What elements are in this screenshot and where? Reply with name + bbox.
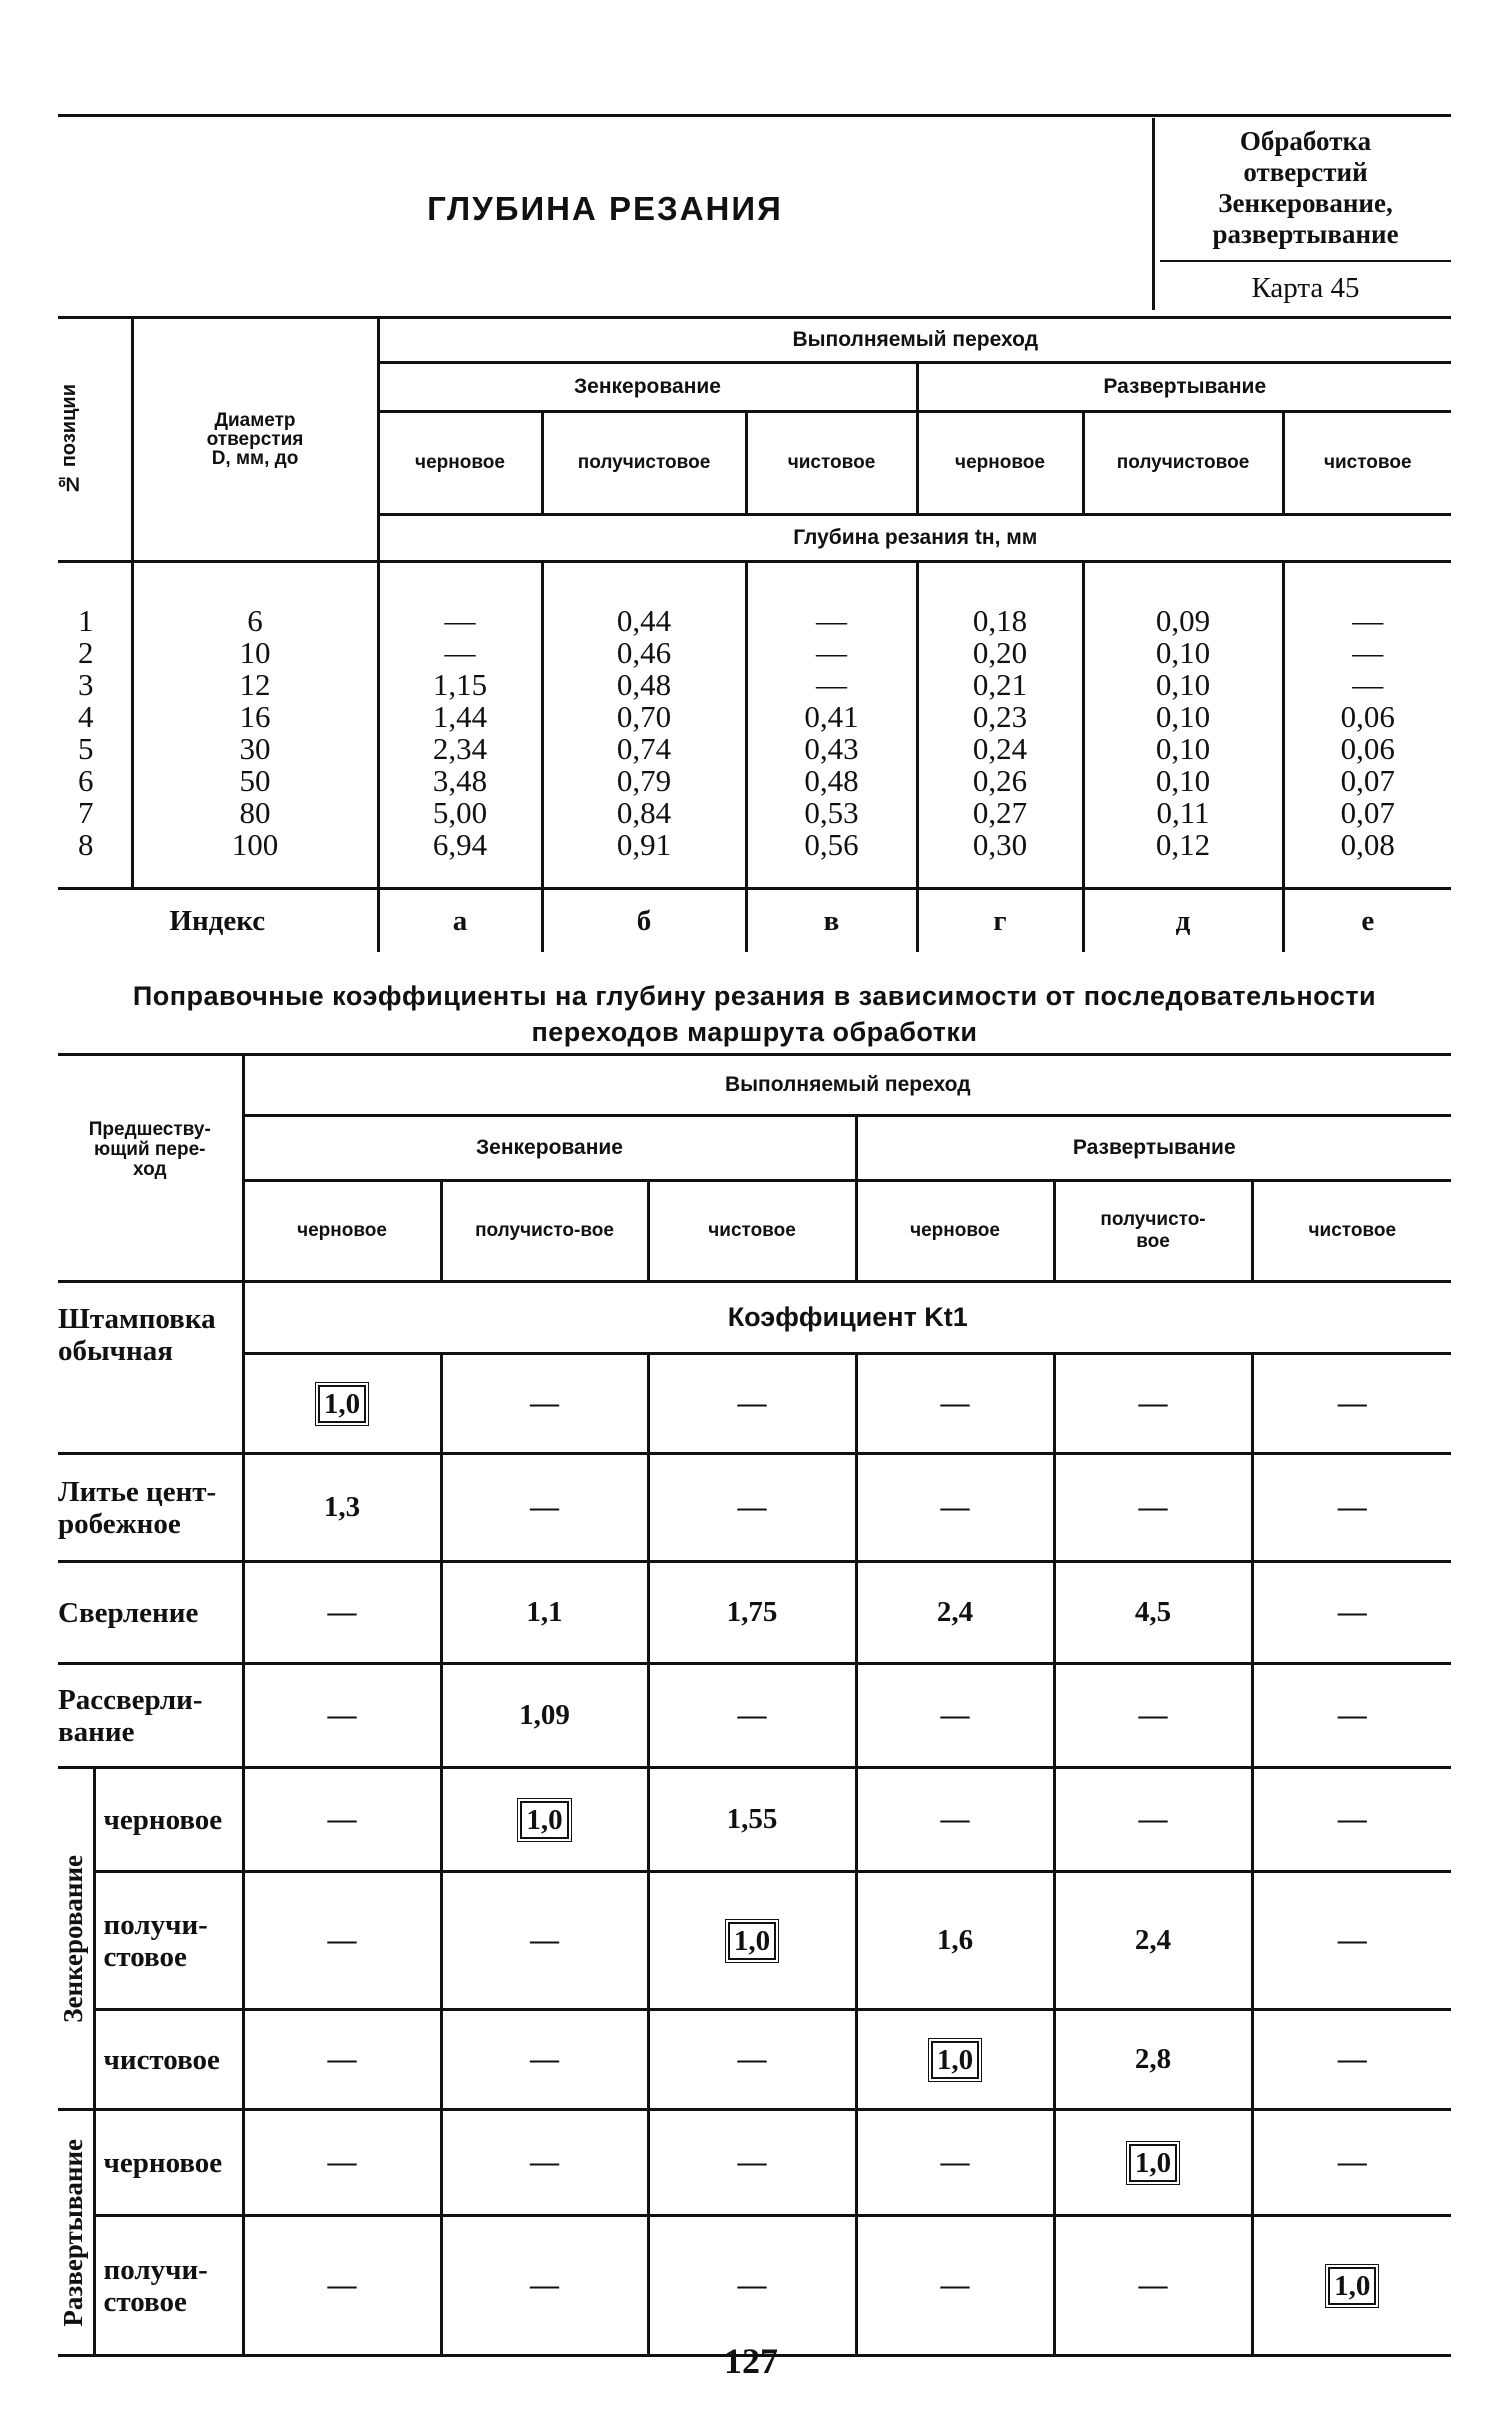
prev-header-line: ющий пере-: [94, 1139, 206, 1160]
group-label-text: Развертывание: [58, 2138, 88, 2327]
coef-value-text: 2,4: [936, 1596, 974, 1628]
depth-value: 0,79: [616, 763, 672, 798]
depth-value: 0,07: [1340, 795, 1395, 830]
prev-header-line: Предшеству-: [88, 1119, 211, 1140]
row-label-line: обычная: [58, 1335, 173, 1367]
diameter-header-line: Диаметр: [214, 410, 296, 431]
correction-row: [58, 1664, 1451, 1768]
coef-value-text: —: [530, 1924, 560, 1956]
row-label-line: Штамповка: [58, 1303, 216, 1335]
coef-value: [1054, 2216, 1252, 2356]
index-value: в: [746, 889, 917, 953]
row-label-line: получи-: [103, 1908, 208, 1941]
depth-value: 0,08: [1340, 827, 1395, 862]
index-value: д: [1083, 889, 1283, 953]
value-column: [542, 562, 746, 889]
value-column: [378, 562, 542, 889]
position-header-text: № позиции: [58, 384, 80, 495]
coef-value: [243, 1768, 441, 1872]
position-column: [58, 562, 132, 889]
coef-value: [648, 2216, 856, 2356]
coef-value-text: 4,5: [1134, 1596, 1172, 1628]
depth-value: 0,48: [616, 667, 672, 702]
coef-value: [1252, 1768, 1451, 1872]
coef-value-text: 1,55: [726, 1803, 778, 1835]
depth-value: 0,43: [804, 731, 859, 766]
coef-value-text: —: [1337, 1803, 1367, 1835]
coef-value-text: 1,3: [323, 1491, 361, 1523]
depth-value: 0,09: [1155, 603, 1211, 638]
coef-value-text: 2,8: [1134, 2043, 1172, 2075]
subcol-header: чистовое: [1283, 412, 1451, 515]
header-section-rule: [1160, 260, 1451, 262]
coef-value-text: 1,6: [936, 1924, 974, 1956]
coef-value: [648, 1664, 856, 1768]
value-column: [1083, 562, 1283, 889]
row-label-line: получи-: [103, 2253, 208, 2286]
subcol-header: черновое: [856, 1180, 1054, 1282]
coef-value: [1252, 1454, 1451, 1562]
prev-header-line: ход: [133, 1159, 167, 1180]
row-label-line: стовое: [103, 1940, 187, 1973]
row-label-line: стовое: [103, 2285, 187, 2318]
depth-value: 0,27: [972, 795, 1028, 830]
diameter-value: 10: [239, 635, 271, 670]
correction-row: [58, 2010, 1451, 2110]
diameter-value: 30: [239, 731, 271, 766]
subcol-header: получисто-вое: [1054, 1180, 1252, 1282]
depth-value: 0,74: [616, 731, 672, 766]
depth-value: 0,70: [616, 699, 672, 734]
correction-table: [58, 1053, 1451, 2357]
coef-value: [648, 1354, 856, 1454]
coef-value: [648, 1768, 856, 1872]
coef-value-text: —: [737, 2043, 767, 2075]
row-label-line: робежное: [58, 1507, 181, 1540]
subcol-header: получисто-вое: [441, 1180, 648, 1282]
coef-value: [1252, 2216, 1451, 2356]
coef-value: [856, 2110, 1054, 2216]
coef-value-text: —: [1337, 1596, 1367, 1628]
coef-value-text: —: [940, 1803, 970, 1835]
header-section-line: Обработка: [1239, 126, 1372, 156]
depth-value: 0,91: [616, 827, 672, 862]
index-value: б: [542, 889, 746, 953]
position-value: 6: [78, 763, 94, 798]
position-header: [58, 318, 132, 562]
row-label-line: чистовое: [103, 2043, 220, 2076]
row-label: [58, 1454, 243, 1562]
depth-value: 0,24: [972, 731, 1028, 766]
coef-value-text: —: [530, 2146, 560, 2178]
boxed-coef-value: 1,0: [1129, 2144, 1177, 2182]
depth-value: 0,10: [1155, 635, 1211, 670]
value-column: [1283, 562, 1451, 889]
coef-value: [1252, 1872, 1451, 2010]
diameter-value: 16: [239, 699, 271, 734]
coef-value: [856, 1768, 1054, 1872]
depth-value: —: [444, 635, 476, 670]
depth-value: 0,10: [1155, 699, 1211, 734]
header-section-line: Зенкерование,: [1218, 188, 1393, 218]
subcol-header: получистовое: [1083, 412, 1283, 515]
header-section: [1160, 126, 1451, 250]
coef-value-text: —: [1138, 1491, 1168, 1523]
depth-value: 0,26: [972, 763, 1028, 798]
coef-value: [441, 1768, 648, 1872]
coef-value: [441, 1562, 648, 1664]
position-value: 8: [78, 827, 94, 862]
coef-value: [441, 1872, 648, 2010]
zenk-group-header: Зенкерование: [243, 1116, 856, 1180]
diameter-header-line: D, мм, до: [211, 448, 299, 469]
depth-value: 0,06: [1340, 699, 1395, 734]
coef-value: [243, 1354, 441, 1454]
row-label-line: Рассверли-: [58, 1683, 203, 1716]
subcol-header: черновое: [243, 1180, 441, 1282]
coef-value: [441, 2216, 648, 2356]
header-top-rule: [58, 114, 1451, 117]
correction-row: [58, 1562, 1451, 1664]
group-label-text: Зенкерование: [58, 1854, 88, 2023]
depth-value: 0,23: [972, 699, 1028, 734]
boxed-coef-value: 1,0: [520, 1801, 568, 1839]
coef-value-text: —: [1337, 2146, 1367, 2178]
depth-value: 0,06: [1340, 731, 1395, 766]
coef-value-text: —: [940, 2269, 970, 2301]
razv-group-header: Развертывание: [856, 1116, 1451, 1180]
coef-value-text: —: [1138, 1803, 1168, 1835]
correction-row: [58, 2216, 1451, 2356]
depth-units-header: Глубина резания tн, мм: [378, 515, 1451, 562]
coef-value-text: —: [327, 1596, 357, 1628]
row-label: [94, 1768, 243, 1872]
subcol-header: чистовое: [1252, 1180, 1451, 1282]
diameter-header-line: отверстия: [206, 429, 304, 450]
coef-value-text: —: [737, 2146, 767, 2178]
coef-value-text: —: [940, 2146, 970, 2178]
coef-value-text: 1,75: [726, 1596, 778, 1628]
depth-value: 6,94: [432, 827, 488, 862]
prev-header: [58, 1055, 243, 1181]
coef-value: [1054, 2010, 1252, 2110]
depth-value: 5,00: [432, 795, 488, 830]
coef-value-text: 1,1: [526, 1596, 563, 1628]
row-label: [94, 2216, 243, 2356]
index-value: е: [1283, 889, 1451, 953]
coef-value: [1054, 1454, 1252, 1562]
index-value: а: [378, 889, 542, 953]
coef-value: [243, 1454, 441, 1562]
row-label-line: черновое: [103, 1803, 223, 1836]
depth-value: 0,41: [804, 699, 859, 734]
coef-value: [1252, 2110, 1451, 2216]
coef-value: [856, 2216, 1054, 2356]
coef-value: [441, 1454, 648, 1562]
depth-value: —: [816, 603, 847, 638]
header-section-line: развертывание: [1212, 219, 1399, 249]
correction-title-line: Поправочные коэффициенты на глубину резания в зависимости от последовательности: [132, 981, 1377, 1011]
depth-value: 2,34: [432, 731, 488, 766]
card-number: Карта 45: [1251, 272, 1360, 304]
page-number: 127: [724, 2341, 778, 2381]
index-label: Индекс: [169, 904, 266, 937]
coef-value: [648, 1562, 856, 1664]
subcol-header: чистовое: [648, 1180, 856, 1282]
coef-value: [1252, 1562, 1451, 1664]
subcol-header: получистовое: [542, 412, 746, 515]
coef-value-text: —: [737, 2269, 767, 2301]
subcol-header: черновое: [917, 412, 1083, 515]
coef-value-text: —: [327, 2269, 357, 2301]
subcol-header: чистовое: [746, 412, 917, 515]
value-column: [746, 562, 917, 889]
depth-value: —: [1352, 603, 1384, 638]
position-value: 1: [78, 603, 94, 638]
depth-value: 0,48: [804, 763, 859, 798]
coef-value: [441, 2110, 648, 2216]
coef-value: [243, 2110, 441, 2216]
coef-value: [441, 2010, 648, 2110]
depth-table: [58, 316, 1451, 952]
coef-value-text: —: [940, 1491, 970, 1523]
diameter-value: 6: [247, 603, 263, 638]
coef-value-text: —: [737, 1699, 767, 1731]
coef-value-text: —: [1138, 1387, 1168, 1419]
diameter-header: [132, 318, 378, 562]
coef-value: [1252, 2010, 1451, 2110]
depth-value: 0,10: [1155, 667, 1211, 702]
diameter-value: 80: [239, 795, 271, 830]
coef-value-text: —: [530, 2043, 560, 2075]
position-value: 7: [78, 795, 94, 830]
row-label: [94, 2010, 243, 2110]
diameter-value: 12: [239, 667, 271, 702]
correction-title: [58, 978, 1451, 1050]
razv-group-label: [58, 2110, 94, 2356]
depth-data-block: [58, 562, 1451, 889]
position-value: 3: [78, 667, 94, 702]
coef-value-text: —: [327, 1699, 357, 1731]
coef-value: [1054, 1354, 1252, 1454]
coef-value-text: —: [737, 1491, 767, 1523]
zenk-group-label: [58, 1768, 94, 2110]
header-divider: [1152, 118, 1155, 310]
depth-value: 0,44: [616, 603, 672, 638]
page-title: ГЛУБИНА РЕЗАНИЯ: [427, 190, 783, 227]
row-label: [94, 1872, 243, 2010]
razv-group-header: Развертывание: [917, 363, 1451, 412]
boxed-coef-value: 1,0: [1328, 2267, 1376, 2305]
coef-value: [648, 2010, 856, 2110]
coef-value: [1054, 2110, 1252, 2216]
depth-value: 0,11: [1156, 795, 1210, 830]
coef-value-text: —: [1337, 1924, 1367, 1956]
coef-value: [441, 1664, 648, 1768]
depth-value: 0,10: [1155, 731, 1211, 766]
correction-row: [58, 1454, 1451, 1562]
correction-row: [58, 1768, 1451, 1872]
correction-row: [58, 1354, 1451, 1454]
depth-value: 0,84: [616, 795, 672, 830]
coef-value: [1252, 1664, 1451, 1768]
depth-value: 0,12: [1155, 827, 1211, 862]
correction-row: [58, 2110, 1451, 2216]
depth-value: 0,30: [972, 827, 1028, 862]
coef-value: [441, 1354, 648, 1454]
coef-value: [1054, 1664, 1252, 1768]
depth-value: 0,07: [1340, 763, 1395, 798]
depth-value: —: [1352, 667, 1384, 702]
coef-value-text: —: [327, 2146, 357, 2178]
prev-header-spacer: [58, 1180, 243, 1282]
depth-value: 3,48: [432, 763, 488, 798]
coef-value: [1054, 1562, 1252, 1664]
boxed-coef-value: 1,0: [318, 1385, 366, 1423]
subcol-header: черновое: [378, 412, 542, 515]
correction-row: [58, 1872, 1451, 2010]
coef-value: [243, 1664, 441, 1768]
coef-value: [648, 1454, 856, 1562]
coef-value: [1252, 1354, 1451, 1454]
depth-value: 0,56: [804, 827, 859, 862]
coef-value-text: —: [530, 1491, 560, 1523]
coef-value-text: 2,4: [1134, 1924, 1172, 1956]
depth-value: 0,10: [1155, 763, 1211, 798]
depth-value: 1,15: [432, 667, 488, 702]
operation-group-header: Выполняемый переход: [378, 318, 1451, 363]
row-label: [58, 1282, 243, 1454]
coef-value: [243, 1562, 441, 1664]
coef-value: [243, 2216, 441, 2356]
depth-value: —: [816, 667, 847, 702]
coef-value-text: —: [1138, 1699, 1168, 1731]
coef-value: [856, 1454, 1054, 1562]
row-label-line: Сверление: [58, 1596, 199, 1629]
position-value: 5: [78, 731, 94, 766]
coef-value-text: —: [1337, 1699, 1367, 1731]
row-label: [58, 1664, 243, 1768]
depth-value: 0,18: [972, 603, 1028, 638]
value-column: [917, 562, 1083, 889]
coef-value-text: —: [940, 1699, 970, 1731]
depth-value: 0,21: [972, 667, 1028, 702]
correction-title-line: переходов маршрута обработки: [531, 1017, 978, 1047]
coef-label-row: [58, 1282, 1451, 1354]
index-value: г: [917, 889, 1083, 953]
coef-value: [1054, 1872, 1252, 2010]
diameter-value: 50: [239, 763, 271, 798]
depth-value: 0,46: [616, 635, 672, 670]
coef-value: [856, 1354, 1054, 1454]
coef-value-text: 1,09: [519, 1699, 570, 1731]
header-section-line: отверстий: [1243, 157, 1368, 187]
position-value: 4: [78, 699, 94, 734]
zenk-group-header: Зенкерование: [378, 363, 917, 412]
coef-value-text: —: [327, 1803, 357, 1835]
depth-value: —: [444, 603, 476, 638]
coef-value: [856, 1562, 1054, 1664]
row-label-line: вание: [58, 1715, 135, 1748]
coef-value: [856, 1664, 1054, 1768]
coef-label: Коэффициент Kt1: [243, 1282, 1451, 1354]
coef-value-text: —: [327, 2043, 357, 2075]
coef-value-text: —: [1138, 2269, 1168, 2301]
coef-value-text: —: [737, 1387, 767, 1419]
diameter-column: [132, 562, 378, 889]
diameter-value: 100: [231, 827, 279, 862]
coef-value-text: —: [530, 2269, 560, 2301]
coef-value: [648, 2110, 856, 2216]
position-value: 2: [78, 635, 94, 670]
depth-value: —: [1352, 635, 1384, 670]
coef-value: [243, 2010, 441, 2110]
coef-value: [1054, 1768, 1252, 1872]
boxed-coef-value: 1,0: [728, 1922, 776, 1960]
coef-value: [856, 1872, 1054, 2010]
coef-value-text: —: [530, 1387, 560, 1419]
operation-group-header: Выполняемый переход: [243, 1055, 1451, 1116]
depth-value: 0,53: [804, 795, 859, 830]
depth-value: —: [816, 635, 847, 670]
row-label-line: Литье цент-: [58, 1475, 217, 1508]
row-label-line: черновое: [103, 2146, 223, 2179]
depth-value: 1,44: [432, 699, 488, 734]
row-label: [94, 2110, 243, 2216]
coef-value: [243, 1872, 441, 2010]
coef-value-text: —: [1337, 1491, 1367, 1523]
coef-value-text: —: [1337, 1387, 1367, 1419]
coef-value-text: —: [327, 1924, 357, 1956]
depth-value: 0,20: [972, 635, 1028, 670]
coef-value: [648, 1872, 856, 2010]
coef-value: [856, 2010, 1054, 2110]
coef-value-text: —: [1337, 2043, 1367, 2075]
coef-value-text: —: [940, 1387, 970, 1419]
row-label: [58, 1562, 243, 1664]
boxed-coef-value: 1,0: [931, 2041, 979, 2079]
